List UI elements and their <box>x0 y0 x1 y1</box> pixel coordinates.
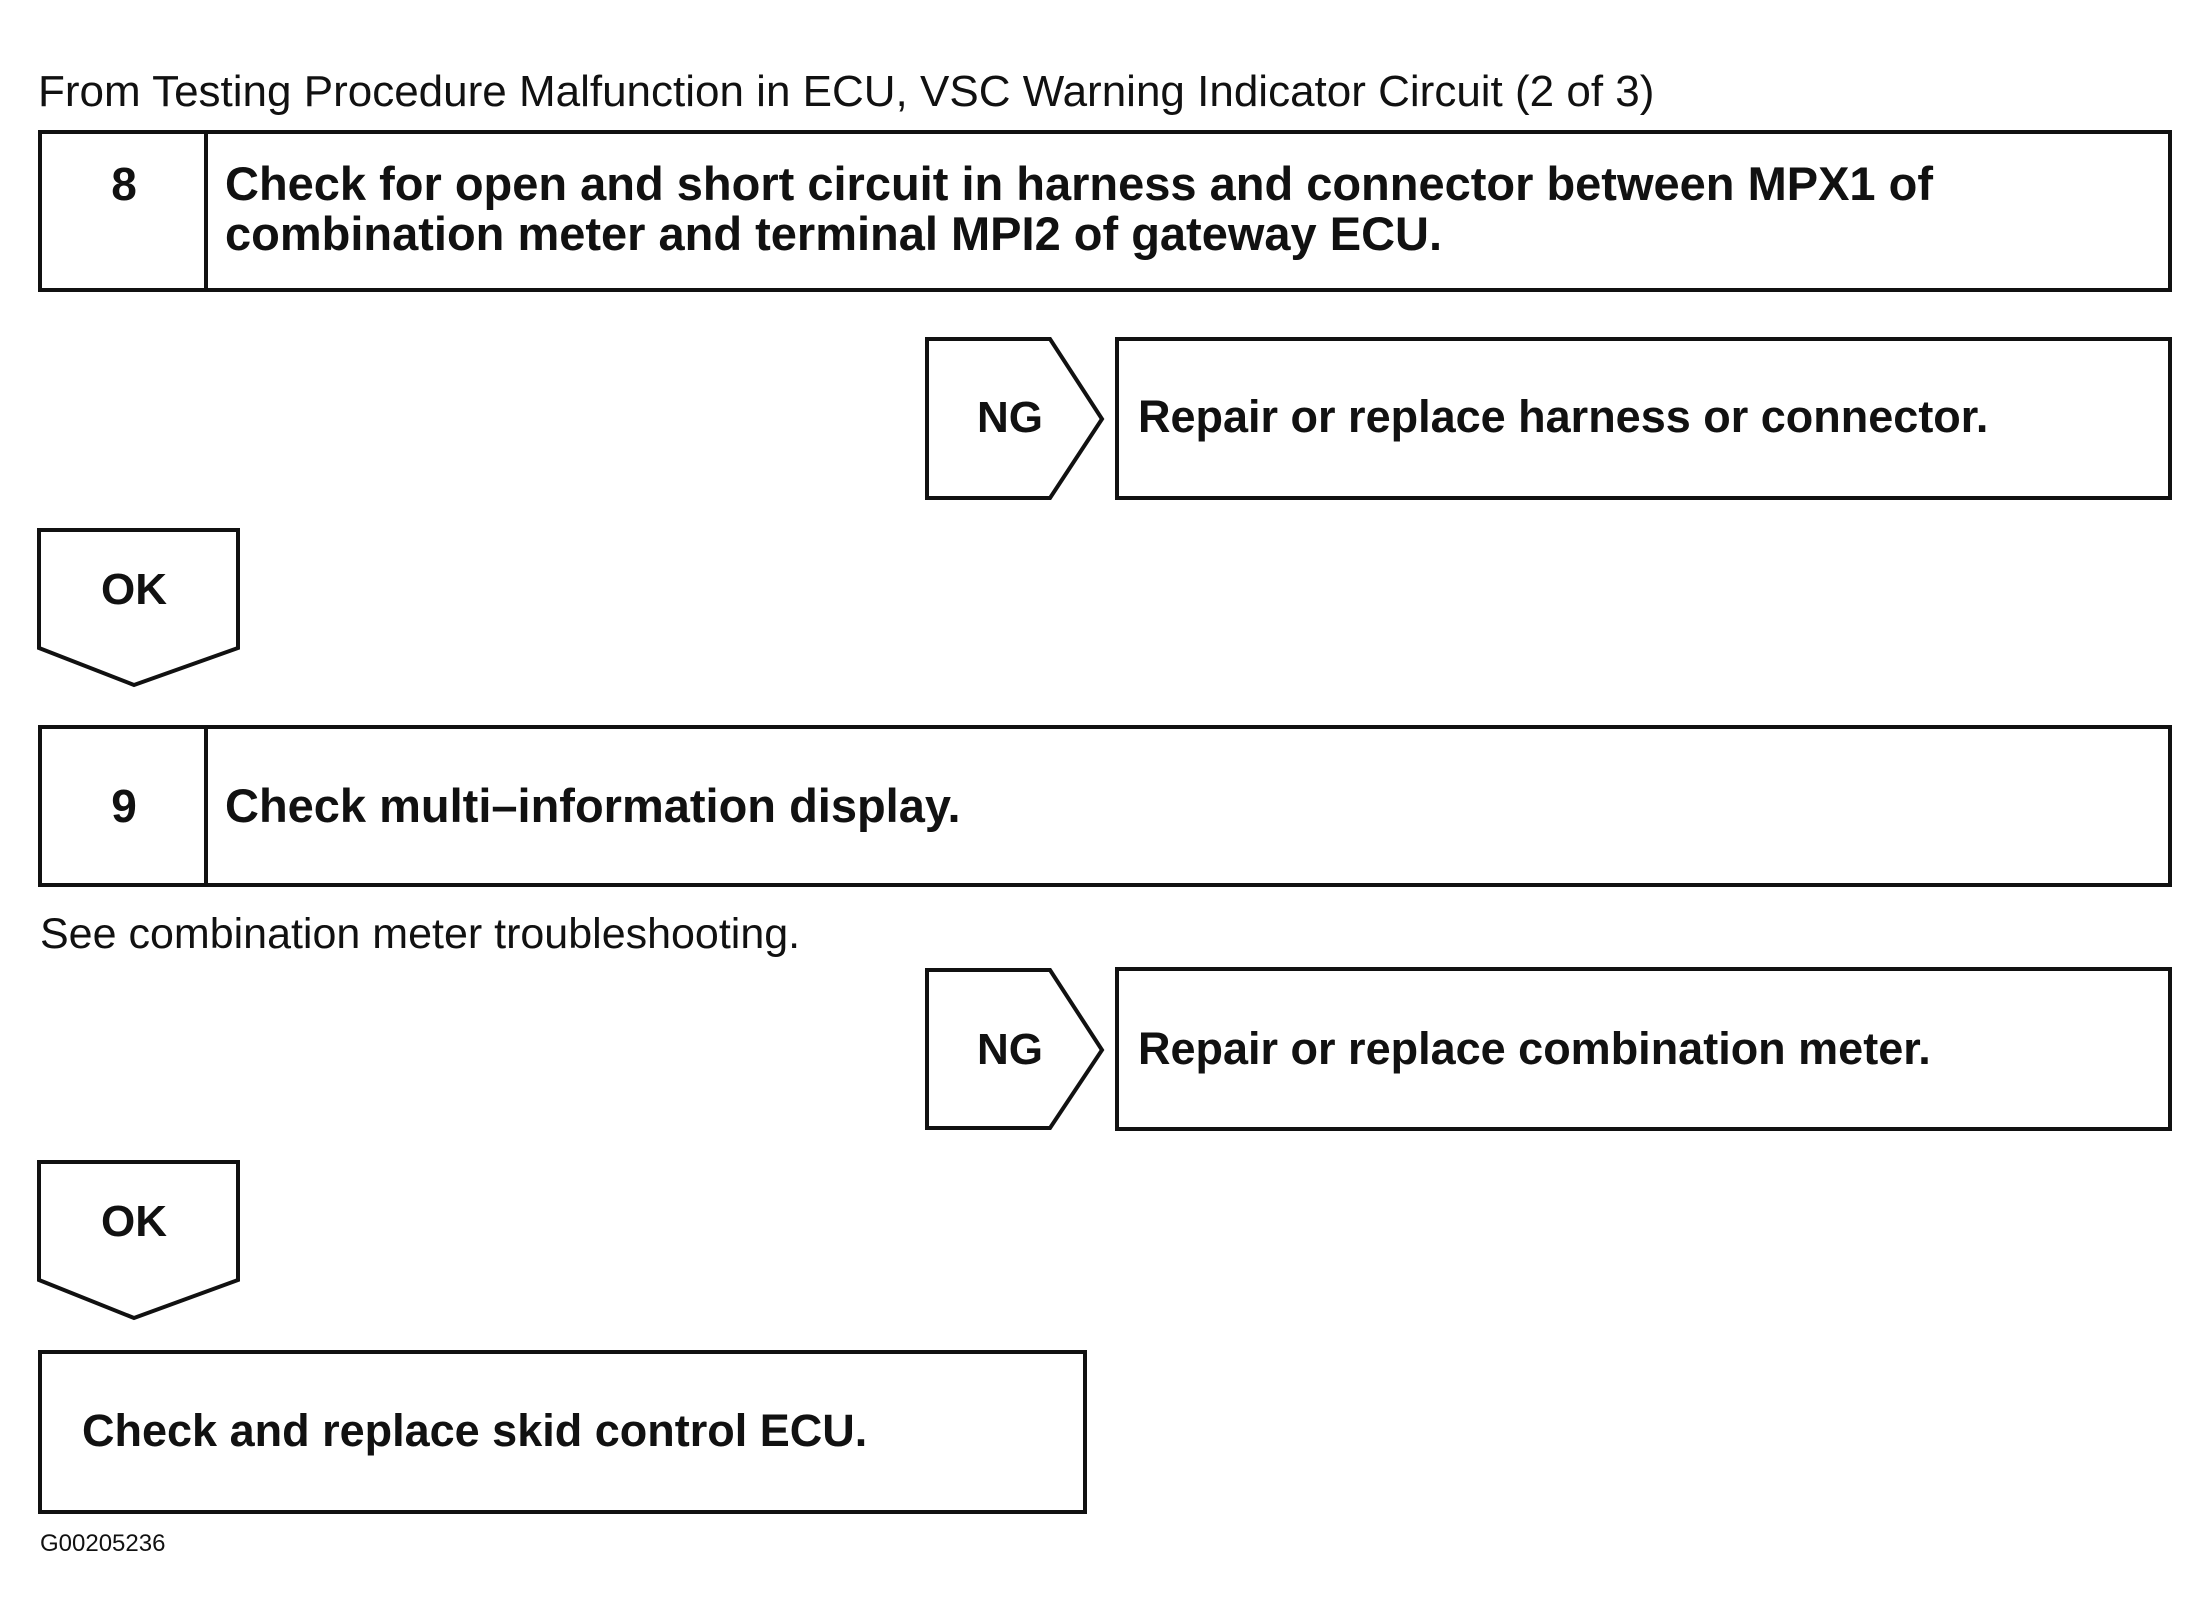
step-9-note: See combination meter troubleshooting. <box>40 910 801 958</box>
figure-id: G00205236 <box>40 1530 166 1557</box>
step-8-number: 8 <box>111 158 137 210</box>
step-8-title-line2: combination meter and terminal MPI2 of gateway ECU. <box>225 207 1443 260</box>
step-8-ok-label: OK <box>101 565 167 614</box>
step-9-ng-branch <box>927 969 2170 1129</box>
step-9-title: Check multi–information display. <box>225 779 961 832</box>
final-action <box>40 1352 1085 1512</box>
step-9-ok-branch <box>39 1162 238 1318</box>
step-9-ng-label: NG <box>977 1025 1043 1074</box>
step-8 <box>40 132 2170 290</box>
step-8-ok-branch <box>39 530 238 685</box>
step-9-ng-action: Repair or replace combination meter. <box>1138 1023 1931 1074</box>
reference-header: From Testing Procedure Malfunction in ECU, VSC Warning Indicator Circuit (2 of 3) <box>38 67 1655 116</box>
step-9 <box>40 727 2170 885</box>
step-8-ng-label: NG <box>977 393 1043 442</box>
step-9-ok-label: OK <box>101 1197 167 1246</box>
step-8-ng-branch <box>927 339 2170 498</box>
step-8-title-line1: Check for open and short circuit in harness and connector between MPX1 of <box>225 157 1933 210</box>
step-9-number: 9 <box>111 780 137 832</box>
step-8-ng-action: Repair or replace harness or connector. <box>1138 391 1989 442</box>
final-action-text: Check and replace skid control ECU. <box>82 1405 868 1456</box>
